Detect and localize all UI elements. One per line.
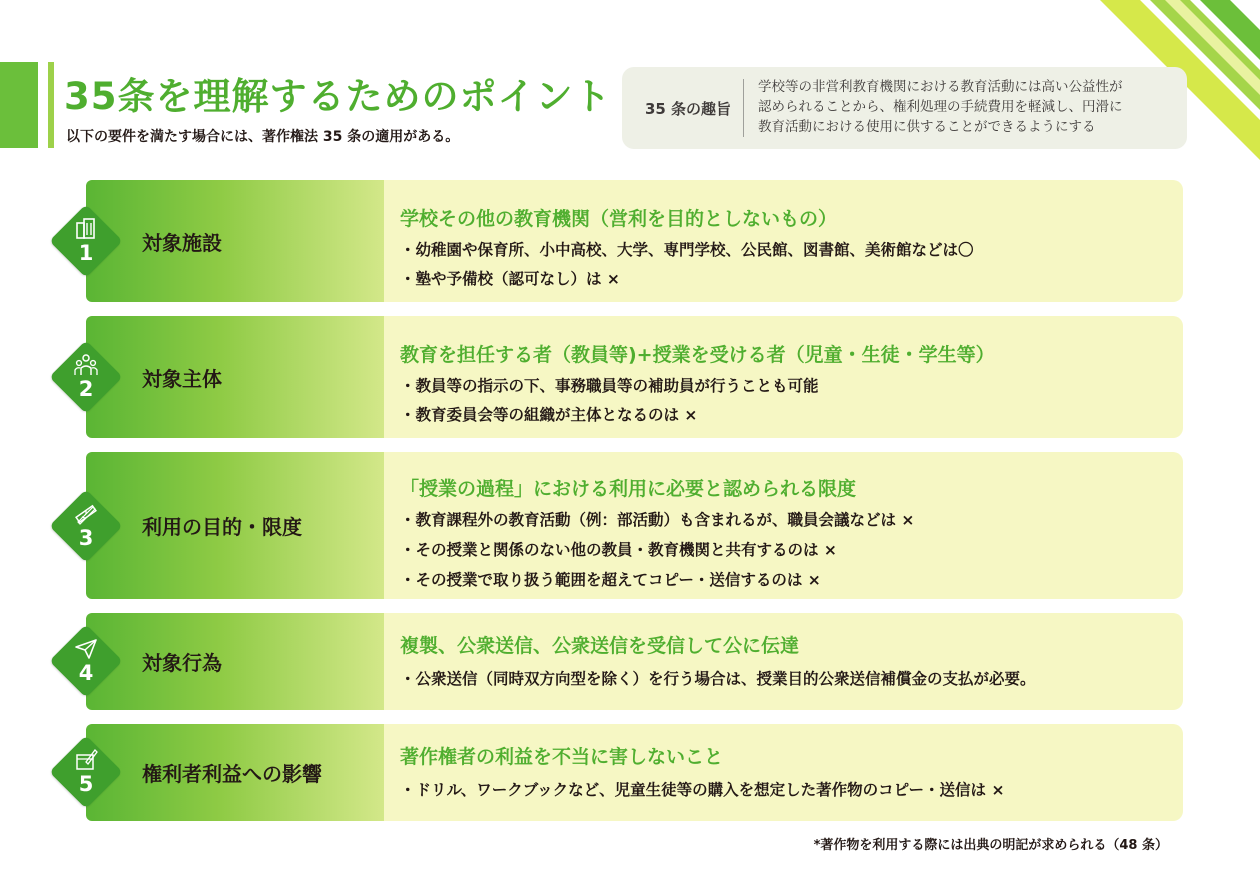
point-label-panel	[86, 316, 386, 438]
point-bullet: ・公衆送信（同時双方向型を除く）を行う場合は、授業目的公衆送信補償金の支払が必要。	[400, 670, 1036, 688]
point-label: 利用の目的・限度	[142, 515, 302, 539]
purpose-line: 教育活動における使用に供することができるようにする	[758, 119, 1096, 135]
purpose-label: 35 条の趣旨	[644, 99, 732, 118]
point-bullet: ・その授業で取り扱う範囲を超えてコピー・送信するのは ×	[400, 571, 821, 589]
point-bullet: ・幼稚園や保育所、小中高校、大学、専門学校、公民館、図書館、美術館などは〇	[400, 241, 974, 259]
point-row-1	[78, 180, 1183, 302]
point-bullet: ・教員等の指示の下、事務職員等の補助員が行うことも可能	[400, 377, 819, 395]
point-label: 対象施設	[142, 230, 222, 255]
point-heading: 「授業の過程」における利用に必要と認められる限度	[400, 478, 857, 500]
point-bullet: ・ドリル、ワークブックなど、児童生徒等の購入を想定した著作物のコピー・送信は ×	[400, 781, 1005, 799]
point-heading: 教育を担任する者（教員等)+授業を受ける者（児童・生徒・学生等）	[400, 344, 995, 366]
purpose-line: 学校等の非営利教育機関における教育活動には高い公益性が	[758, 79, 1123, 95]
page-subtitle: 以下の要件を満たす場合には、著作権法 35 条の適用がある。	[66, 129, 460, 145]
point-row-4	[78, 613, 1183, 710]
point-label: 対象主体	[142, 366, 222, 391]
people-icon	[74, 353, 98, 377]
purpose-text	[758, 77, 1178, 137]
point-number-badge	[50, 490, 122, 562]
point-heading: 著作権者の利益を不当に害しないこと	[400, 746, 724, 768]
point-number: 3	[78, 526, 94, 550]
point-heading: 複製、公衆送信、公衆送信を受信して公に伝達	[400, 635, 800, 657]
point-number-badge	[50, 736, 122, 808]
point-bullet: ・その授業と関係のない他の教員・教育機関と共有するのは ×	[400, 541, 837, 559]
point-number: 2	[78, 377, 94, 401]
point-label-panel	[86, 613, 386, 710]
point-label-panel	[86, 180, 386, 302]
point-row-5	[78, 724, 1183, 821]
purpose-divider	[743, 79, 744, 137]
point-content-panel	[384, 724, 1183, 821]
point-content-panel	[384, 613, 1183, 710]
point-bullet: ・教育委員会等の組織が主体となるのは ×	[400, 406, 698, 424]
book-pen-icon	[74, 748, 98, 772]
point-number: 5	[78, 772, 94, 796]
title-accent-bar	[0, 62, 38, 148]
point-label: 権利者利益への影響	[142, 762, 322, 786]
point-number-badge	[50, 341, 122, 413]
point-number-badge	[50, 625, 122, 697]
point-bullet: ・教育課程外の教育活動（例：部活動）も含まれるが、職員会議などは ×	[400, 511, 915, 529]
purpose-line: 認められることから、権利処理の手続費用を軽減し、円滑に	[758, 99, 1123, 115]
title-accent-stripe	[48, 62, 54, 148]
point-label: 対象行為	[142, 651, 222, 675]
point-number-badge	[50, 205, 122, 277]
point-bullet: ・塾や予備校（認可なし）は ×	[400, 270, 620, 288]
building-icon	[74, 217, 98, 241]
point-number: 4	[78, 661, 94, 685]
point-heading: 学校その他の教育機関（営利を目的としないもの）	[400, 208, 838, 230]
point-row-3	[78, 452, 1183, 599]
footnote: *著作物を利用する際には出典の明記が求められる（48 条）	[813, 838, 1168, 853]
point-number: 1	[78, 241, 94, 265]
page-title: 35条を理解するためのポイント	[64, 75, 612, 118]
ruler-pencil-icon	[74, 502, 98, 526]
paper-plane-icon	[74, 637, 98, 661]
point-row-2	[78, 316, 1183, 438]
purpose-box	[622, 67, 1187, 149]
